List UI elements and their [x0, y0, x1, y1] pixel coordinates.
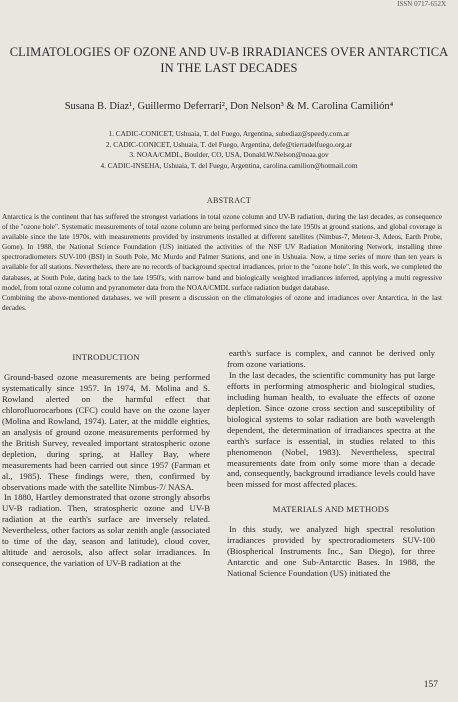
abstract-body — [2, 212, 442, 313]
body-paragraph: earth's surface is complex, and cannot be derived only from ozone variations. — [227, 348, 435, 369]
title-line-2: IN THE LAST DECADES — [160, 61, 298, 75]
right-column — [227, 348, 435, 579]
introduction-text — [2, 372, 210, 569]
affiliation-3: 3. NOAA/CMDL, Boulder, CO, USA, Donald.W.Nelson@noaa.gov — [129, 150, 329, 160]
introduction-heading: INTRODUCTION — [72, 352, 140, 362]
abstract-heading: ABSTRACT — [206, 196, 252, 205]
body-paragraph: In 1880, Hartley demonstrated that ozone strongly absorbs UV-B radiation. Then, stratospheric ozone and UV-B radiation at the earth's surface are inversely related. Nevertheless, other factors as solar zenith angle (associated to time of the day, season and latitude), cloud cover, altitude and aerosols, also affect solar irradiances. In consequence, the variation of UV-B radiation at the — [2, 492, 210, 569]
page-number: 157 — [423, 680, 438, 690]
issn-label: ISSN 0717-652X — [397, 0, 446, 8]
body-paragraph: Ground-based ozone measurements are being performed systematically since 1957. In 1974, M. Molina and S. Rowland alerted on the harmful effect that chlorofluorocarbons (CFC) could have on the ozone layer (Molina and Rowland, 1974). Later, at the middle eighties, an analysis of ground ozone measurements performed by the British Survey, revealed important stratospheric ozone depletion, during spring, at Halley Bay, where measurements had been carried out since 1957 (Farman et al., 1985). These findings were, then, confirmed by observations made with the satellite Nimbus-7/ NASA. — [2, 372, 210, 492]
abstract-paragraph: Antarctica is the continent that has suffered the strongest variations in total ozone column and UV-B radiation, during the last decades, as consequence of the "ozone hole". Systematic measurements of total ozone column are being performed since the late 1950s at ground stations, and global coverage is available since the late 1970s, with measurements provided by instruments installed at different satellites (Nimbus-7, Meteor-3, Adeos, Earth Probe, Gome). In 1988, the National Science Foundation (US) initiated the activities of the NSF UV Radiation Monitoring Network, installing three spectroradiometers SUV-100 (BSI) in South Pole, Mc Murdo and Palmer Stations, and one in Ushuaia. Now, a time series of more than ten years is available for all stations. Nevertheless, there are no records of background spectral irradiances, prior to the "ozone hole". In this work, we completed the databases, at South Pole, dating back to the late 1950's, with narrow band and biologically weighted irradiances inferred, applying a multi regressive model, from total ozone column and pyranometer data from the NOAA/CMDL surface radiation budget database. — [2, 213, 442, 292]
title-line-1: CLIMATOLOGIES OF OZONE AND UV-B IRRADIANCES OVER ANTARCTICA — [9, 45, 449, 59]
methods-text — [227, 524, 435, 579]
methods-heading: MATERIALS AND METHODS — [272, 504, 390, 515]
author-list: Susana B. Díaz¹, Guillermo Deferrari², Don Nelson³ & M. Carolina Camilión⁴ — [64, 101, 394, 112]
affiliation-1: 1. CADIC-CONICET, Ushuaia, T. del Fuego, Argentina, subediaz@speedy.com.ar — [108, 129, 350, 138]
abstract-paragraph: Combining the above-mentioned databases, we will present a discussion on the climatologies of ozone and irradiances over Antarctica, in the last decades. — [2, 293, 442, 312]
body-paragraph: In this study, we analyzed high spectral resolution irradiances provided by spectroradiometers SUV-100 (Biospherical Instruments Inc., San Diego), for three Antarctic and one Sub-Antarctic Bases. In 1988, the National Science Foundation (US) initiated the — [227, 524, 435, 579]
affiliation-2: 2. CADIC-CONICET, Ushuaia, T. del Fuego, Argentina, defe@tierradelfuego.org.ar — [105, 139, 353, 149]
affiliation-list — [0, 129, 458, 172]
introduction-continued-text — [227, 348, 435, 490]
body-paragraph: In the last decades, the scientific community has put large efforts in performing atmospheric and biological studies, including human health, to evaluate the effects of ozone depletion. Since ozone cross section and susceptibility of biological systems to solar radiation are both wavelength dependent, the determination of irradiances spectra at the earth's surface is essential, in studies related to this phenomenon (Nobel, 1983). Nevertheless, spectral measurements date from only some more than a decade and, consequently, background irradiance levels could have been missed for most affected places. — [227, 369, 435, 490]
left-column — [2, 348, 210, 569]
paper-title — [0, 44, 458, 76]
affiliation-4: 4. CADIC-INSEHA, Ushuaia, T. del Fuego, Argentina, carolina.camilion@hotmail.com — [100, 161, 358, 171]
